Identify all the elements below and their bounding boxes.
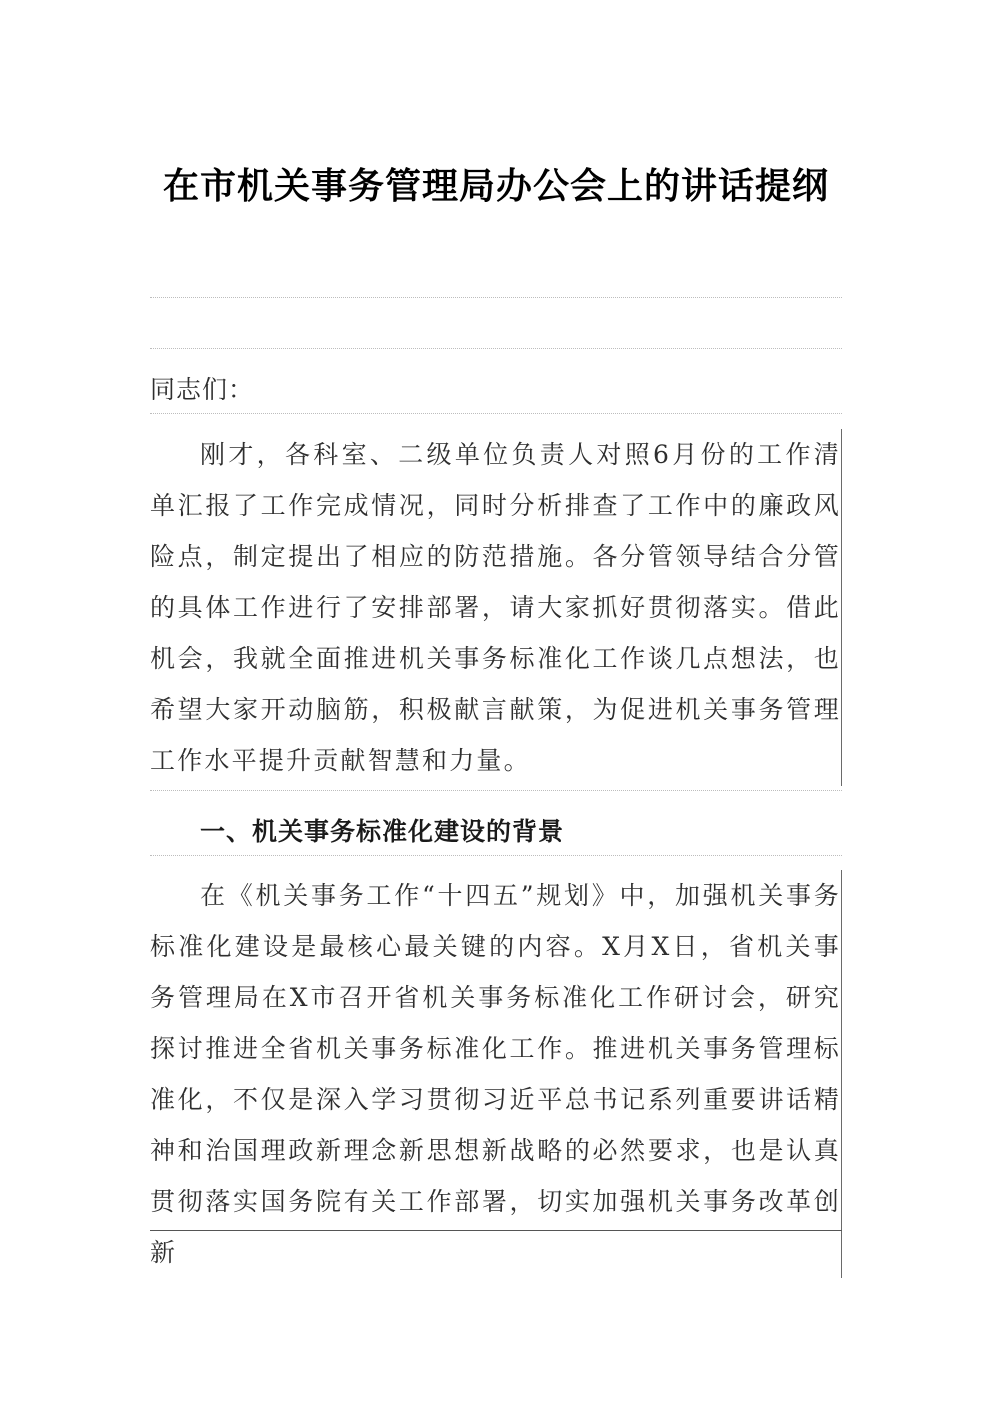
divider-line [150, 413, 842, 414]
divider-line [150, 297, 842, 298]
divider-line [150, 348, 842, 349]
paragraph-background: 在《机关事务工作“十四五”规划》中，加强机关事务标准化建设是最核心最关键的内容。X月X日，省机关事务管理局在X市召开省机关事务标准化工作研讨会，研究探讨推进全省机关事务标准化工作。推进机关事务管理标准化，不仅是深入学习贯彻习近平总书记系列重要讲话精神和治国理政新理念新思想新战略的必然要求，也是认真贯彻落实国务院有关工作部署，切实加强机关事务改革创新 [150, 870, 842, 1278]
page-bottom-rule [150, 1230, 842, 1231]
greeting: 同志们： [150, 375, 255, 404]
document-title: 在市机关事务管理局办公会上的讲话提纲 [162, 165, 829, 207]
section-heading: 一、机关事务标准化建设的背景 [200, 817, 565, 846]
paragraph-opening: 刚才，各科室、二级单位负责人对照6月份的工作清单汇报了工作完成情况，同时分析排查了工作中的廉政风险点，制定提出了相应的防范措施。各分管领导结合分管的具体工作进行了安排部署，请大家抓好贯彻落实。借此机会，我就全面推进机关事务标准化工作谈几点想法，也希望大家开动脑筋，积极献言献策，为促进机关事务管理工作水平提升贡献智慧和力量。 [150, 429, 842, 786]
divider-line [150, 790, 842, 791]
divider-line [150, 855, 842, 856]
